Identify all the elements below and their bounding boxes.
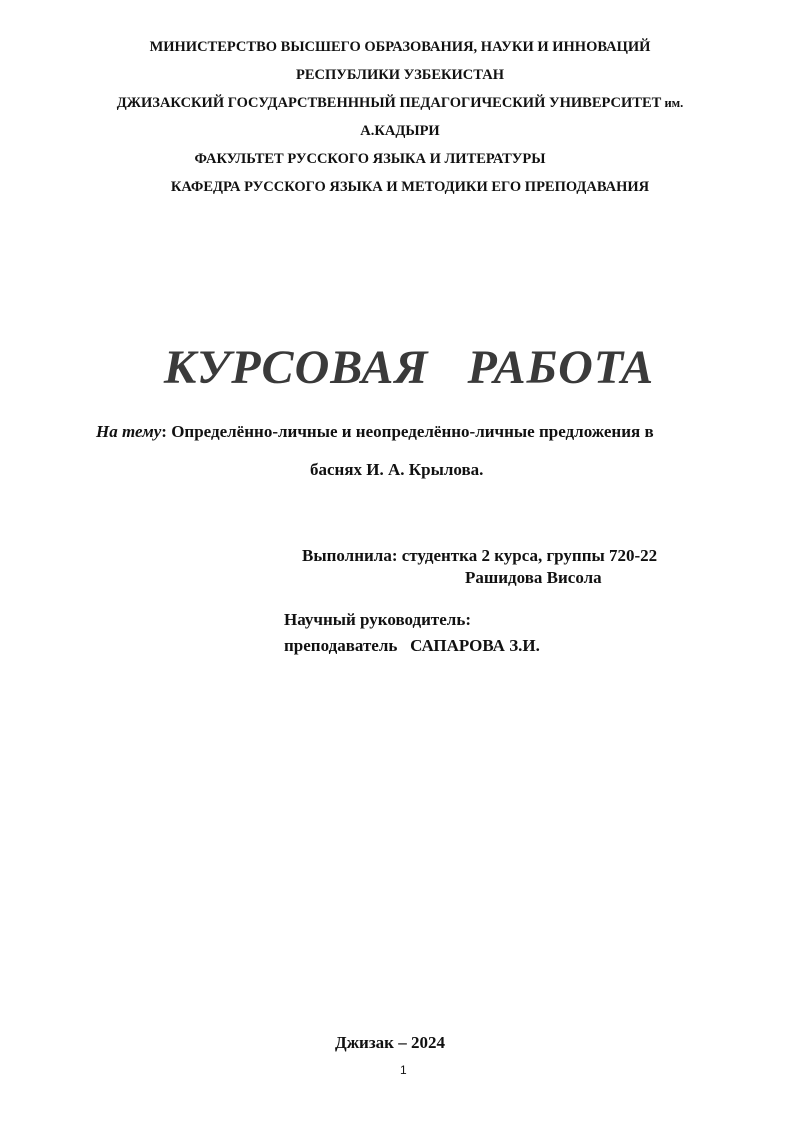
city-year: Джизак – 2024: [335, 1033, 445, 1052]
faculty-line: ФАКУЛЬТЕТ РУССКОГО ЯЗЫКА И ЛИТЕРАТУРЫ: [194, 151, 546, 167]
ministry-line: МИНИСТЕРСТВО ВЫСШЕГО ОБРАЗОВАНИЯ, НАУКИ И ИННОВАЦИЙ: [149, 39, 651, 55]
topic-line-1: [96, 422, 654, 442]
supervisor-label: Научный руководитель:: [284, 610, 471, 629]
supervisor-line: преподаватель САПАРОВА З.И.: [284, 636, 540, 655]
republic-line: РЕСПУБЛИКИ УЗБЕКИСТАН: [296, 67, 504, 83]
department-line: КАФЕДРА РУССКОГО ЯЗЫКА И МЕТОДИКИ ЕГО ПРЕПОДАВАНИЯ: [170, 179, 650, 195]
author-name: Рашидова Висола: [465, 568, 602, 587]
document-title: КУРСОВАЯ РАБОТА: [163, 341, 655, 394]
topic-prefix: На тему: [96, 422, 162, 441]
university-suffix: им.: [661, 96, 684, 110]
university-line: [0, 93, 800, 113]
author-line-1: Выполнила: студентка 2 курса, группы 720-22: [302, 546, 658, 565]
topic-line-2: баснях И. А. Крылова.: [310, 460, 484, 479]
university-name-line: А.КАДЫРИ: [360, 123, 440, 139]
university-title: ДЖИЗАКСКИЙ ГОСУДАРСТВЕНННЫЙ ПЕДАГОГИЧЕСКИЙ УНИВЕРСИТЕТ: [116, 95, 662, 111]
page-number: 1: [400, 1063, 407, 1077]
topic-text-1: : Определённо-личные и неопределённо-личные предложения в: [161, 422, 654, 441]
